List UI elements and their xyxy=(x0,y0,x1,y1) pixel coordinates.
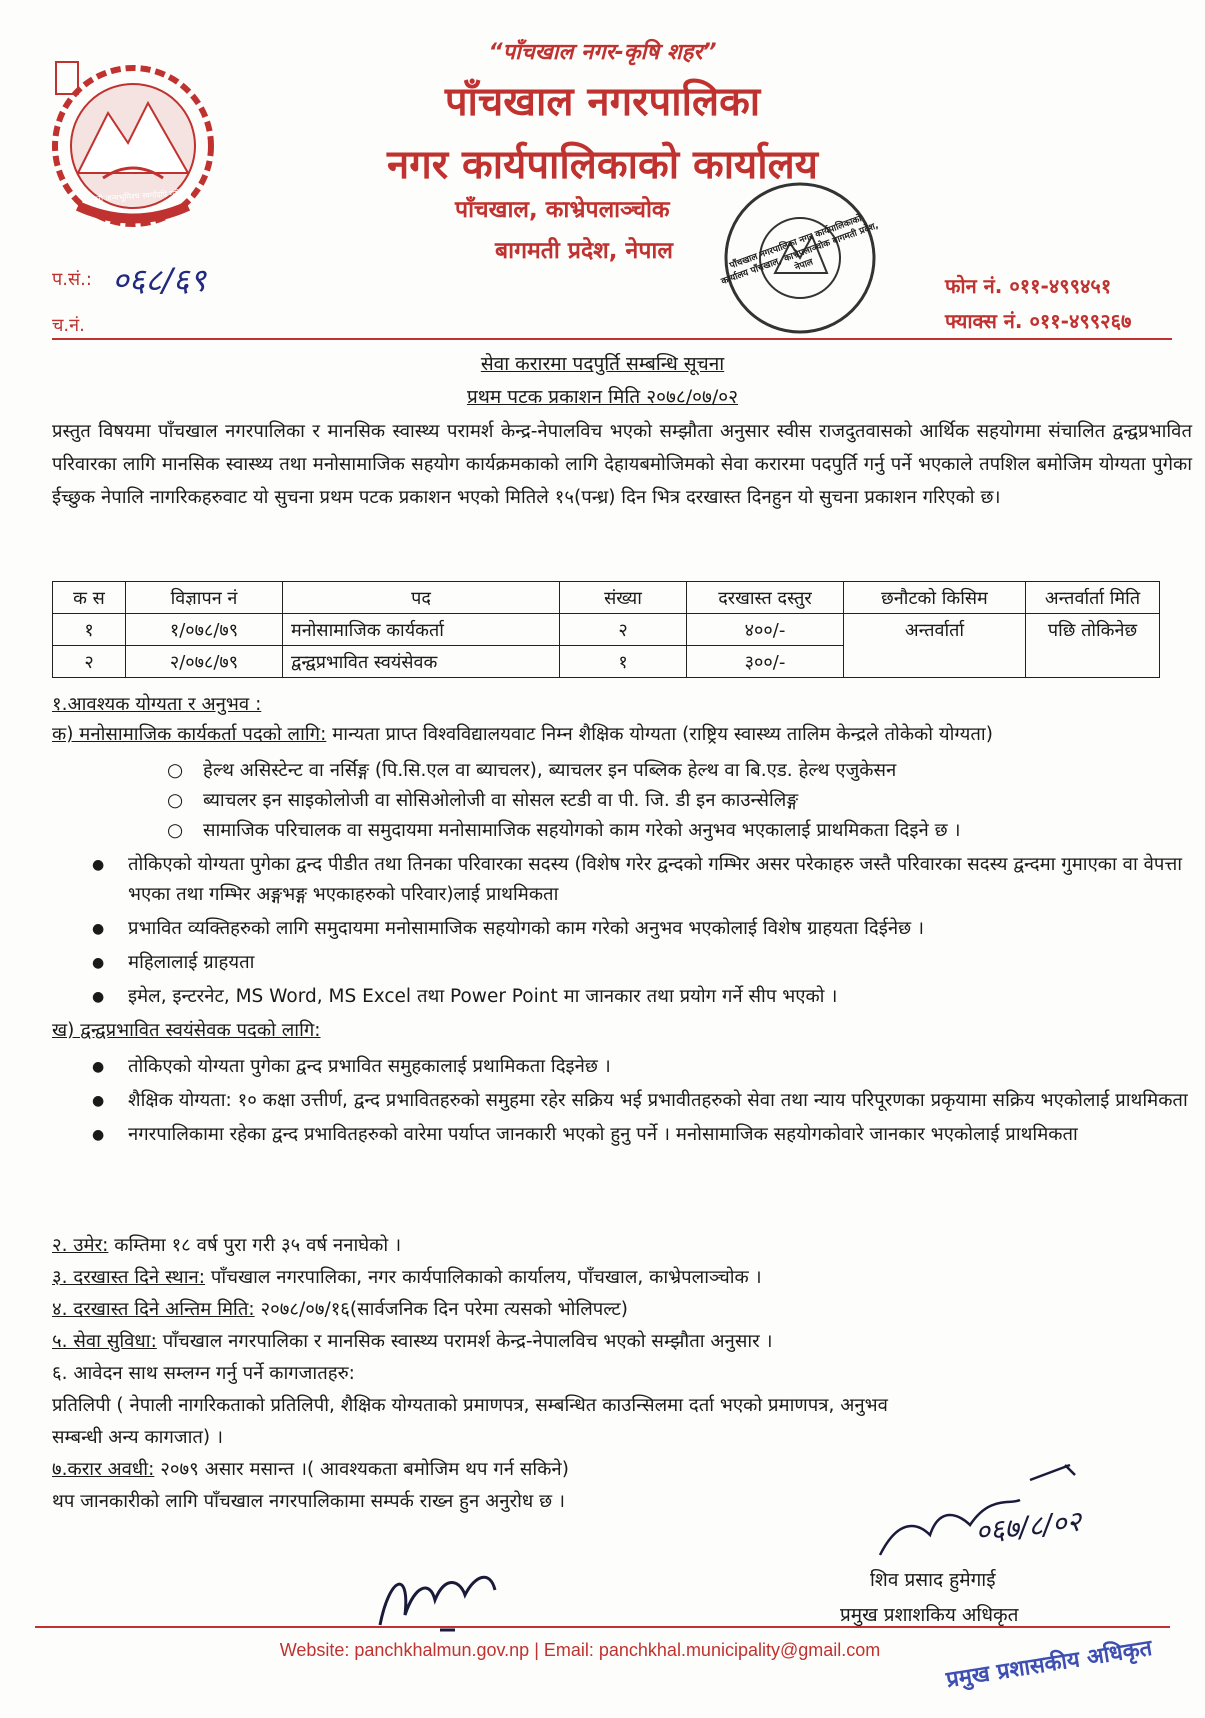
selection-type: अन्तर्वार्ता xyxy=(844,614,1026,678)
header-fee: दरखास्त दस्तुर xyxy=(687,582,844,614)
post-a-education-list xyxy=(52,756,1192,846)
emblem-motto: जननी जन्मभूमिश्च स्वर्गादपि गरीयसी xyxy=(85,187,192,205)
table-header-row xyxy=(53,582,1160,614)
publication-date: प्रथम पटक प्रकाशन मिति २०७८/०७/०२ xyxy=(466,386,739,408)
list-item: ● नगरपालिकामा रहेका द्वन्द प्रभावितहरुको वारेमा पर्याप्त जानकारी भएको हुनु पर्ने । मनोसामाजिक सहयोगकोवारे जानकार भएकोलाई प्राथमिकता xyxy=(92,1120,1192,1150)
application-deadline xyxy=(52,1294,1192,1326)
header-divider xyxy=(52,338,1172,340)
term-value: २०७९ असार मसान्त ।( आवश्यकता बमोजिम थप गर्न सकिने) xyxy=(154,1459,569,1480)
documents-value: प्रतिलिपी ( नेपाली नागरिकताको प्रतिलिपी, शैक्षिक योग्यताको प्रमाणपत्र, सम्बन्धित काउन्सिलमा दर्ता भएको प्रमाणपत्र, अनुभव सम्बन्धी अन्य कागजात) । xyxy=(52,1395,888,1448)
signatory-title: प्रमुख प्रशाशकिय अधिकृत xyxy=(840,1604,1019,1626)
post-a-requirements xyxy=(52,720,1192,750)
address-line-2: बागमती प्रदेश, नेपाल xyxy=(495,238,673,264)
tagline: “पाँचखाल नगर-कृषि शहर” xyxy=(488,40,717,65)
post-a-priority-list xyxy=(52,850,1192,1012)
header-interview-date: अन्तर्वार्ता मिति xyxy=(1026,582,1160,614)
header-post: पद xyxy=(283,582,560,614)
header-count: संख्या xyxy=(560,582,687,614)
list-item: ○ ब्याचलर इन साइकोलोजी वा सोसिओलोजी वा सोसल स्टडी वा पी. जि. डी इन काउन्सेलिङ्ग xyxy=(167,786,1192,816)
post-b-title: ख) द्वन्द्वप्रभावित स्वयंसेवक पदको लागि: xyxy=(52,1020,321,1041)
row-post: द्वन्द्वप्रभावित स्वयंसेवक xyxy=(283,646,560,678)
header-sn: क स xyxy=(53,582,126,614)
seal-text: पाँचखाल नगरपालिका नगर कार्यपालिकाको कार्यालय पाँचखाल, काभ्रेपलाञ्चोक बागमती प्रदेश, नेपाल xyxy=(720,214,880,288)
place-value: पाँचखाल नगरपालिका, नगर कार्यपालिकाको कार्यालय, पाँचखाल, काभ्रेपलाञ्चोक । xyxy=(205,1267,762,1288)
service-facility xyxy=(52,1326,1192,1358)
address-line-1: पाँचखाल, काभ्रेपलाञ्चोक xyxy=(455,197,670,223)
office-name: नगर कार्यपालिकाको कार्यालय xyxy=(387,142,818,188)
list-item: ● तोकिएको योग्यता पुगेका द्वन्द पीडीत तथा तिनका परिवारका सदस्य (विशेष गरेर द्वन्दको गम्भिर असर परेकाहरु जस्तै परिवारका सदस्य द्वन्दमा गुमाएका वा वेपत्ता भएका तथा गम्भिर अङ्गभङ्ग भएकाहरुको परिवार)लाई प्राथमिकता xyxy=(92,850,1192,910)
notice-intro: प्रस्तुत विषयमा पाँचखाल नगरपालिका र मानसिक स्वास्थ्य परामर्श केन्द्र-नेपालविच भएको सम्झौता अनुसार स्वीस राजदुतवासको आर्थिक सहयोगमा संचालित द्वन्द्वप्रभावित परिवारका लागि मानसिक स्वास्थ्य तथा मनोसामाजिक सहयोग कार्यक्रमकाको लागि देहायबमोजिमको सेवा करारमा पदपुर्ति गर्नु पर्ने भएकाले तपशिल बमोजिम योग्यता पुगेका ईच्छुक नेपालि नागरिकहरुवाट यो सुचना प्रथम पटक प्रकाशन भएको मितिले १५(पन्ध्र) दिन भित्र दरखास्त दिनहुन यो सुचना प्रकाशन गरिएको छ। xyxy=(52,421,1192,508)
documents-label: ६. आवेदन साथ सम्लग्न गर्नु पर्ने कागजातहरु: xyxy=(52,1363,355,1384)
row-post: मनोसामाजिक कार्यकर्ता xyxy=(283,614,560,646)
row-fee: ३००/- xyxy=(687,646,844,678)
reference-number: ०६८/६९ xyxy=(112,261,206,299)
qualifications-section xyxy=(52,690,1192,1154)
row-fee: ४००/- xyxy=(687,614,844,646)
list-item: ● इमेल, इन्टरनेट, MS Word, MS Excel तथा Power Point मा जानकार तथा प्रयोग गर्ने सीप भएको । xyxy=(92,982,1192,1012)
list-item: ● प्रभावित व्यक्तिहरुको लागि समुदायमा मनोसामाजिक सहयोगको काम गरेको अनुभव भएकोलाई विशेष ग्राहयता दिईनेछ । xyxy=(92,914,1192,944)
notice-subject: सेवा करारमा पदपुर्ति सम्बन्धि सूचना xyxy=(480,353,725,375)
header-selection: छनौटको किसिम xyxy=(844,582,1026,614)
age-value: कम्तिमा १८ वर्ष पुरा गरी ३५ वर्ष ननाघेको । xyxy=(108,1235,402,1256)
table-row xyxy=(53,614,1160,646)
header-ad-no: विज्ञापन नं xyxy=(126,582,283,614)
fax-number: फ्याक्स नं. ०११-४९९२६७ xyxy=(945,309,1132,333)
dispatch-label: च.नं. xyxy=(52,315,85,336)
age-requirement xyxy=(52,1230,1192,1262)
phone-number: फोन नं. ०११-४९९४५१ xyxy=(945,274,1112,298)
qualifications-title: १.आवश्यक योग्यता र अनुभव : xyxy=(52,694,262,715)
deadline-value: २०७८/०७/१६(सार्वजनिक दिन परेमा त्यसको भोलिपल्ट) xyxy=(254,1299,628,1320)
row-ad-no: १/०७८/७९ xyxy=(126,614,283,646)
row-count: १ xyxy=(560,646,687,678)
list-item: ● शैक्षिक योग्यता: १० कक्षा उत्तीर्ण, द्वन्द प्रभावितहरुको समुहमा रहेर सक्रिय भई प्रभावीतहरुको सेवा तथा न्याय परिपूरणका प्रकृयामा सक्रिय भएकोलाई प्राथमिकता xyxy=(92,1086,1192,1116)
post-a-intro: मान्यता प्राप्त विश्वविद्यालयवाट निम्न शैक्षिक योग्यता (राष्ट्रिय स्वास्थ्य तालिम केन्द्रले तोकेको योग्यता) xyxy=(326,724,993,745)
handwritten-date: ०६७/८/०२ xyxy=(973,1504,1083,1549)
vacancy-table xyxy=(52,581,1160,678)
list-item: ● तोकिएको योग्यता पुगेका द्वन्द प्रभावित समुहकालाई प्रथामिकता दिइनेछ । xyxy=(92,1052,1192,1082)
row-count: २ xyxy=(560,614,687,646)
age-label: २. उमेर: xyxy=(52,1235,109,1256)
place-label: ३. दरखास्त दिने स्थान: xyxy=(52,1267,206,1288)
row-sn: २ xyxy=(53,646,126,678)
interview-date: पछि तोकिनेछ xyxy=(1026,614,1160,678)
facility-value: पाँचखाल नगरपालिका र मानसिक स्वास्थ्य परामर्श केन्द्र-नेपालविच भएको सम्झौता अनुसार । xyxy=(156,1331,773,1352)
municipality-name: पाँचखाल नगरपालिका xyxy=(444,79,761,125)
application-place xyxy=(52,1262,1192,1294)
office-seal xyxy=(715,178,885,342)
designation-stamp: प्रमुख प्रशासकीय अधिकृत xyxy=(944,1635,1154,1694)
row-sn: १ xyxy=(53,614,126,646)
reference-label: प.सं.: xyxy=(52,269,92,290)
deadline-label: ४. दरखास्त दिने अन्तिम मिति: xyxy=(52,1299,255,1320)
post-b-priority-list xyxy=(52,1052,1192,1150)
row-ad-no: २/०७८/७९ xyxy=(126,646,283,678)
signatory-name: शिव प्रसाद हुमेगाई xyxy=(870,1569,996,1591)
list-item: ○ सामाजिक परिचालक वा समुदायमा मनोसामाजिक सहयोगको काम गरेको अनुभव भएकालाई प्राथमिकता दिइने छ । xyxy=(167,816,1192,846)
footer-contact: Website: panchkhalmun.gov.np | Email: panchkhal.municipality@gmail.com xyxy=(279,1640,881,1660)
facility-label: ५. सेवा सुविधा: xyxy=(52,1331,157,1352)
footer-divider xyxy=(35,1626,1170,1628)
list-item: ○ हेल्थ असिस्टेन्ट वा नर्सिङ्ग (पि.सि.एल वा ब्याचलर), ब्याचलर इन पब्लिक हेल्थ वा बि.एड. हेल्थ एजुकेसन xyxy=(167,756,1192,786)
handwritten-signature-left xyxy=(370,1555,510,1644)
term-label: ७.करार अवधी: xyxy=(52,1459,155,1480)
post-a-title: क) मनोसामाजिक कार्यकर्ता पदको लागि: xyxy=(52,724,327,745)
list-item: ● महिलालाई ग्राहयता xyxy=(92,948,1192,978)
contact-note: थप जानकारीको लागि पाँचखाल नगरपालिकामा सम्पर्क राख्न हुन अनुरोध छ । xyxy=(52,1491,565,1512)
